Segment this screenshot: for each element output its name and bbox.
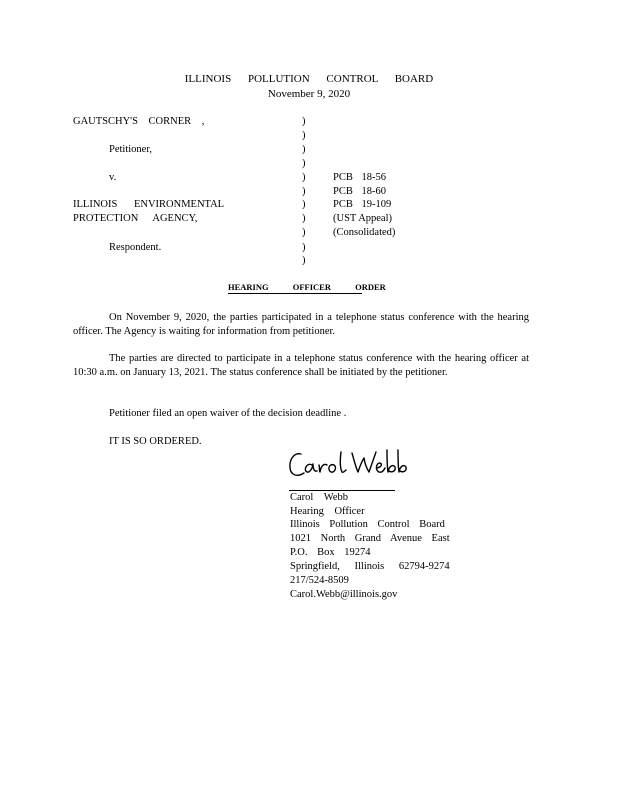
caption-paren: ) bbox=[302, 172, 306, 183]
caption-paren: ) bbox=[302, 213, 306, 224]
paragraph-text: On November 9, 2020, the parties participated in a telephone status conference with the hearing officer. The Agency is waiting for information from petitioner. bbox=[73, 312, 529, 337]
case-number: PCB 18-56 bbox=[333, 172, 386, 183]
caption-paren: ) bbox=[302, 130, 306, 141]
caption-paren: ) bbox=[302, 144, 306, 155]
case-type: (UST Appeal) bbox=[333, 213, 393, 224]
respondent-name-line2: PROTECTION AGENCY, bbox=[73, 213, 198, 224]
caption-paren: ) bbox=[302, 186, 306, 197]
agency-header: ILLINOIS POLLUTION CONTROL BOARD bbox=[184, 73, 434, 85]
order-paragraph-3 bbox=[73, 407, 529, 421]
signer-address: 1021 North Grand Avenue East bbox=[290, 533, 450, 544]
signature-line bbox=[289, 490, 395, 491]
caption-paren: ) bbox=[302, 158, 306, 169]
title-underline bbox=[228, 293, 362, 294]
petitioner-name: GAUTSCHY'S CORNER , bbox=[73, 116, 205, 127]
paragraph-text: Petitioner filed an open waiver of the decision deadline . bbox=[109, 408, 347, 419]
paragraph-text: The parties are directed to participate in a telephone status conference with the hearing officer at 10:30 a.m. on January 13, 2021. The status conference shall be initiated by the petitioner. bbox=[73, 353, 529, 378]
signer-agency: Illinois Pollution Control Board bbox=[290, 519, 445, 530]
petitioner-role: Petitioner, bbox=[109, 144, 153, 155]
signer-city: Springfield, Illinois 62794-9274 bbox=[290, 561, 450, 572]
caption-paren: ) bbox=[302, 116, 306, 127]
case-number: PCB 18-60 bbox=[333, 186, 386, 197]
caption-paren: ) bbox=[302, 242, 306, 253]
signer-phone: 217/524-8509 bbox=[290, 575, 349, 586]
respondent-role: Respondent. bbox=[109, 242, 162, 253]
order-date: November 9, 2020 bbox=[267, 88, 351, 100]
signer-title: Hearing Officer bbox=[290, 506, 365, 517]
signer-name: Carol Webb bbox=[290, 492, 348, 503]
order-title: HEARING OFFICER ORDER bbox=[228, 282, 386, 292]
versus-label: v. bbox=[109, 172, 117, 183]
handwritten-signature bbox=[286, 446, 416, 484]
case-number: PCB 19-109 bbox=[333, 199, 392, 210]
signer-po-box: P.O. Box 19274 bbox=[290, 547, 371, 558]
order-paragraph-1 bbox=[73, 311, 529, 338]
signer-email[interactable]: Carol.Webb@illinois.gov bbox=[290, 589, 398, 600]
paragraph-text: IT IS SO ORDERED. bbox=[109, 436, 202, 447]
order-paragraph-2 bbox=[73, 352, 529, 379]
respondent-name-line1: ILLINOIS ENVIRONMENTAL bbox=[73, 199, 225, 210]
caption-paren: ) bbox=[302, 227, 306, 238]
caption-paren: ) bbox=[302, 199, 306, 210]
case-consolidated: (Consolidated) bbox=[333, 227, 396, 238]
caption-paren: ) bbox=[302, 255, 306, 266]
